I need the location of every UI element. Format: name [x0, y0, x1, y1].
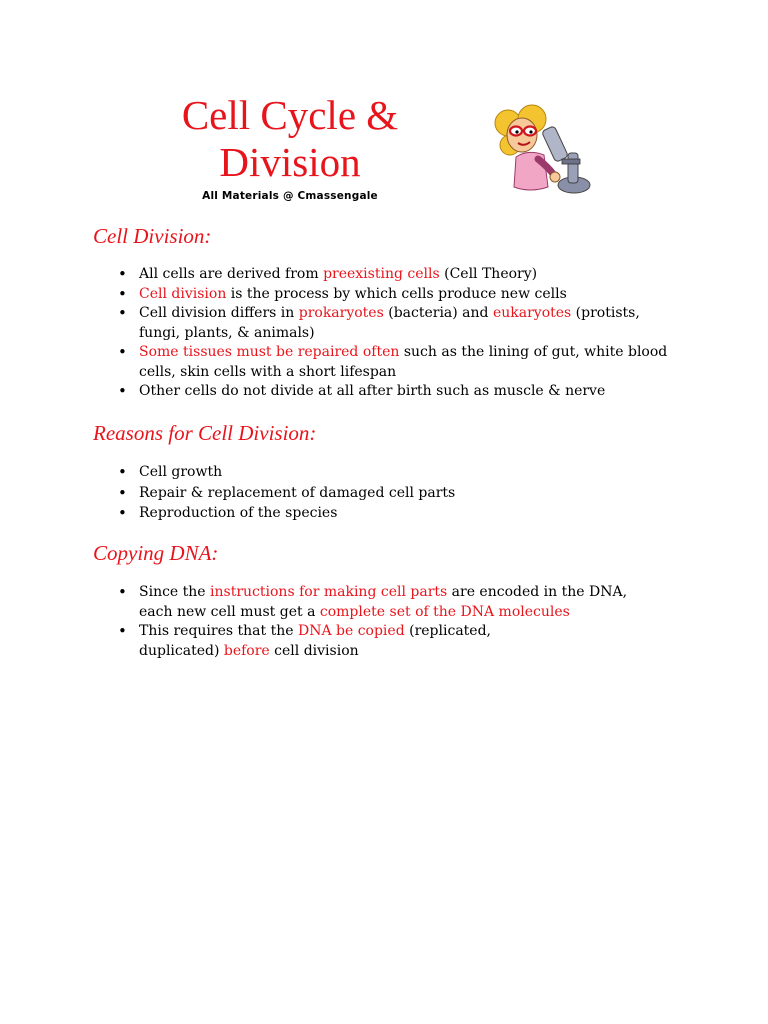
item-text: This requires that the	[139, 623, 298, 639]
item-text: (Cell Theory)	[439, 266, 538, 282]
section-heading-cell-division: Cell Division:	[93, 224, 212, 248]
item-text: (replicated, duplicated)	[139, 623, 491, 659]
list-item	[118, 622, 509, 661]
list-item	[118, 382, 678, 402]
highlight-text: DNA be copied	[297, 623, 405, 639]
highlight-text: eukaryotes	[492, 305, 572, 321]
item-text: Cell growth	[139, 464, 223, 480]
highlight-text: prokaryotes	[298, 305, 384, 321]
list-item	[118, 304, 678, 343]
list-item	[118, 484, 678, 504]
item-text: (bacteria) and	[383, 305, 493, 321]
list-item	[118, 343, 678, 382]
item-text: Other cells do not divide at all after birth such as muscle & nerve	[139, 383, 606, 399]
copying-dna-list	[118, 583, 658, 661]
highlight-text: complete set of the DNA molecules	[319, 603, 570, 620]
list-item	[118, 504, 678, 524]
reasons-list	[118, 463, 678, 524]
byline: All Materials @ Cmassengale	[202, 190, 378, 202]
title-line-1: Cell Cycle &	[181, 92, 399, 138]
highlight-text: preexisting cells	[323, 266, 440, 282]
highlight-text: before	[223, 642, 270, 659]
page-title	[160, 92, 420, 186]
item-text: (protists, fungi, plants, & animals)	[139, 305, 640, 341]
item-text: is the process by which cells produce new cells	[226, 285, 567, 302]
item-text: Reproduction of the species	[139, 505, 338, 521]
title-line-2: Division	[219, 139, 361, 185]
section-heading-copying-dna: Copying DNA:	[93, 541, 219, 565]
section-heading-reasons: Reasons for Cell Division:	[93, 421, 317, 445]
list-item	[118, 583, 658, 622]
scientist-with-microscope-icon	[488, 97, 596, 197]
item-text: Repair & replacement of damaged cell parts	[139, 484, 456, 501]
item-text: Cell division differs in	[139, 305, 299, 321]
item-text: such as the lining of gut, white blood cells, skin cells with a short lifespan	[139, 344, 668, 380]
highlight-text: instructions for making cell parts	[210, 584, 448, 600]
list-item	[118, 285, 678, 305]
list-item	[118, 265, 678, 285]
item-text: All cells are derived from	[139, 266, 324, 282]
list-item	[118, 463, 678, 483]
highlight-text: Cell division	[139, 285, 227, 302]
item-text: Since the	[139, 584, 211, 600]
highlight-text: Some tissues must be repaired often	[139, 344, 400, 360]
item-text: cell division	[269, 642, 359, 659]
cell-division-list	[118, 265, 678, 402]
item-text: are encoded in the DNA, each new cell must get a	[139, 584, 628, 620]
